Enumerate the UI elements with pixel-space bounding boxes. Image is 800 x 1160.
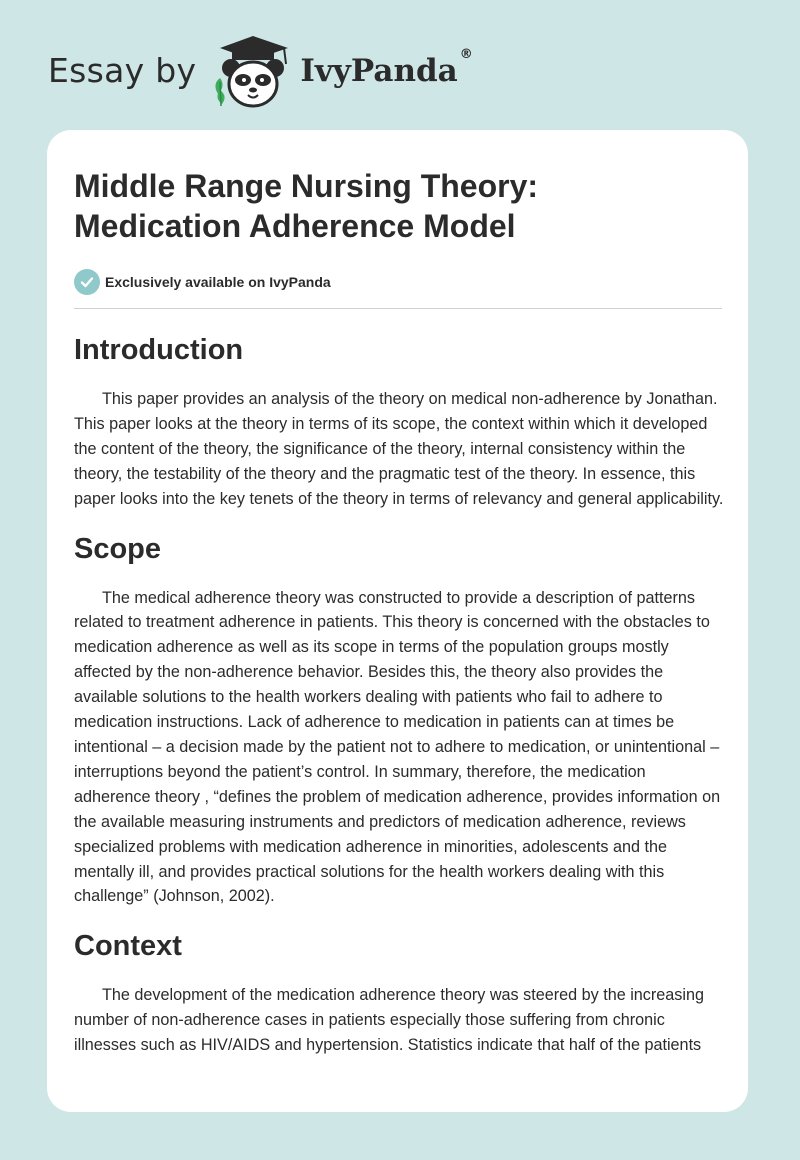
section-paragraph: The development of the medication adherence theory was steered by the increasing number of non-adherence cases in patients especially those suffering from chronic illnesses such as HIV/AIDS and hypertension. Statistics indicate that half of the patients xyxy=(74,986,704,1055)
essay-by-label: Essay by xyxy=(48,50,197,90)
panda-graduate-logo-icon xyxy=(210,34,296,110)
title-line-1: Middle Range Nursing Theory: xyxy=(74,168,539,204)
section-introduction xyxy=(74,333,722,512)
section-paragraph: The medical adherence theory was constructed to provide a description of patterns related to treatment adherence in patients. This theory is concerned with the obstacles to medication adherence as well as its scope in terms of the population groups mostly affected by the non-adherence behavior. Besides this, the theory also provides the available solutions to the health workers dealing with patients who fail to adhere to medication instructions. Lack of adherence to medication in patients can at times be intentional – a decision made by the patient not to adhere to medication, or unintentional – interruptions beyond the patient’s control. In summary, therefore, the medication adherence theory , “defines the problem of medication adherence, provides information on the available measuring instruments and predictors of medication adherence, reviews specialized problems with medication adherence in minorities, adolescents and the mentally ill, and provides practical solutions for the health workers dealing with this challenge” (Johnson, 2002). xyxy=(74,588,721,906)
page-title xyxy=(74,166,722,246)
section-heading: Context xyxy=(74,930,182,963)
ivypanda-brand-name: IvyPanda ® xyxy=(300,47,473,89)
section-heading: Introduction xyxy=(74,334,244,366)
exclusive-badge-label: Exclusively available on IvyPanda xyxy=(105,274,331,290)
section-scope xyxy=(74,532,722,910)
site-header[interactable] xyxy=(48,34,473,110)
title-line-2: Medication Adherence Model xyxy=(74,208,516,244)
section-heading: Scope xyxy=(74,532,162,565)
check-icon xyxy=(74,269,100,295)
title-divider xyxy=(74,308,722,309)
essay-card xyxy=(47,130,748,1112)
section-paragraph: This paper provides an analysis of the theory on medical non-adherence by Jonathan. This paper looks at the theory in terms of its scope, the context within which it developed the content of the theory, the significance of the theory, internal consistency within the theory, the testability of the theory and the pragmatic test of the theory. In essence, this paper looks into the key tenets of the theory in terms of relevancy and general applicability. xyxy=(74,390,724,508)
exclusive-badge xyxy=(74,268,722,296)
section-context xyxy=(74,929,722,1058)
